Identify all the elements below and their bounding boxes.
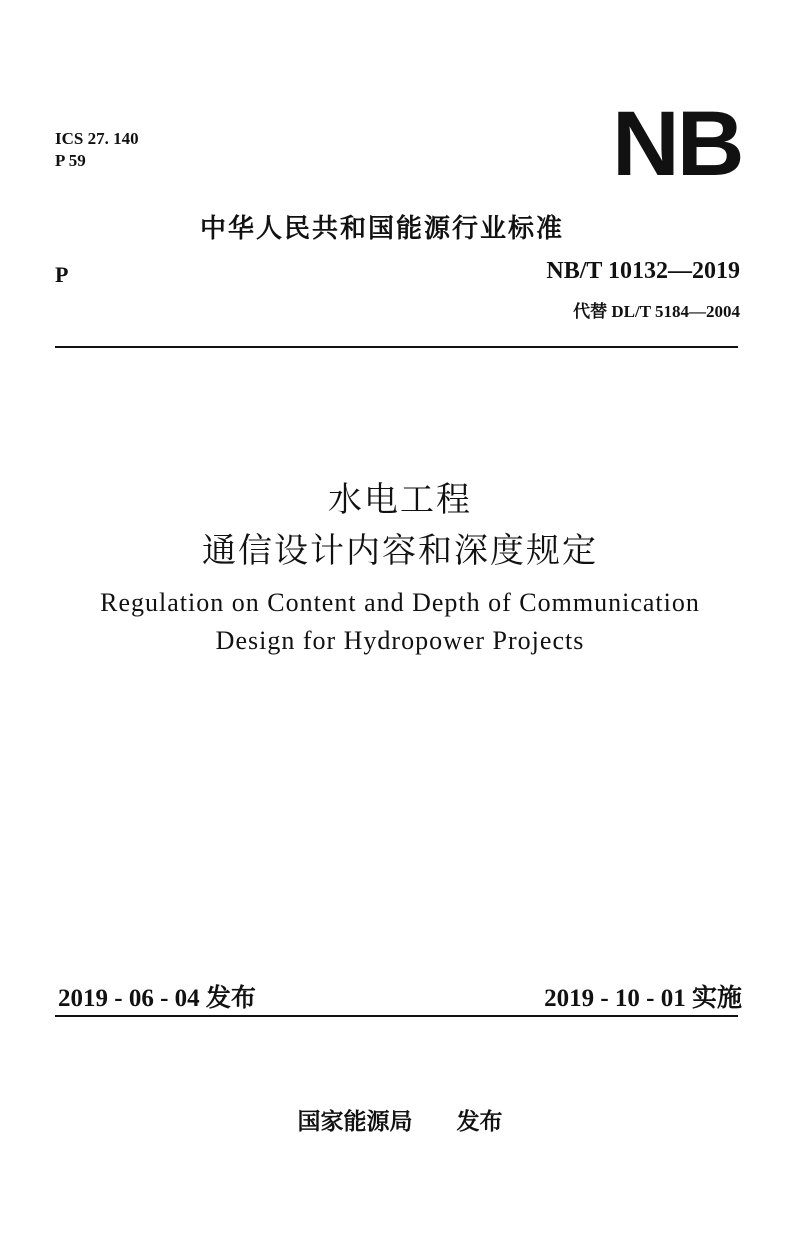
standard-number: NB/T 10132—2019 (546, 258, 740, 284)
classification-mark: P (55, 262, 69, 287)
ccs-code: P 59 (55, 151, 86, 170)
english-title-line-1: Regulation on Content and Depth of Communication (100, 588, 700, 617)
issue-date: 2019 - 06 - 04 发布 (58, 985, 256, 1012)
publisher-action: 发布 (456, 1109, 503, 1135)
ics-code-block (55, 128, 139, 172)
english-title-line-2: Design for Hydropower Projects (215, 626, 585, 655)
replaces-standard: 代替 DL/T 5184—2004 (573, 302, 740, 321)
chinese-title-line-1: 水电工程 (328, 480, 472, 520)
implementation-date: 2019 - 10 - 01 实施 (544, 985, 742, 1012)
bottom-divider (55, 1015, 738, 1017)
nb-logo: NB (612, 93, 742, 195)
ics-code: ICS 27. 140 (55, 129, 139, 148)
chinese-title-line-2: 通信设计内容和深度规定 (202, 531, 598, 571)
publisher-name: 国家能源局 (297, 1109, 413, 1135)
industry-standard-heading: 中华人民共和国能源行业标准 (200, 214, 565, 244)
top-divider (55, 346, 738, 348)
publisher-line (0, 1103, 800, 1136)
